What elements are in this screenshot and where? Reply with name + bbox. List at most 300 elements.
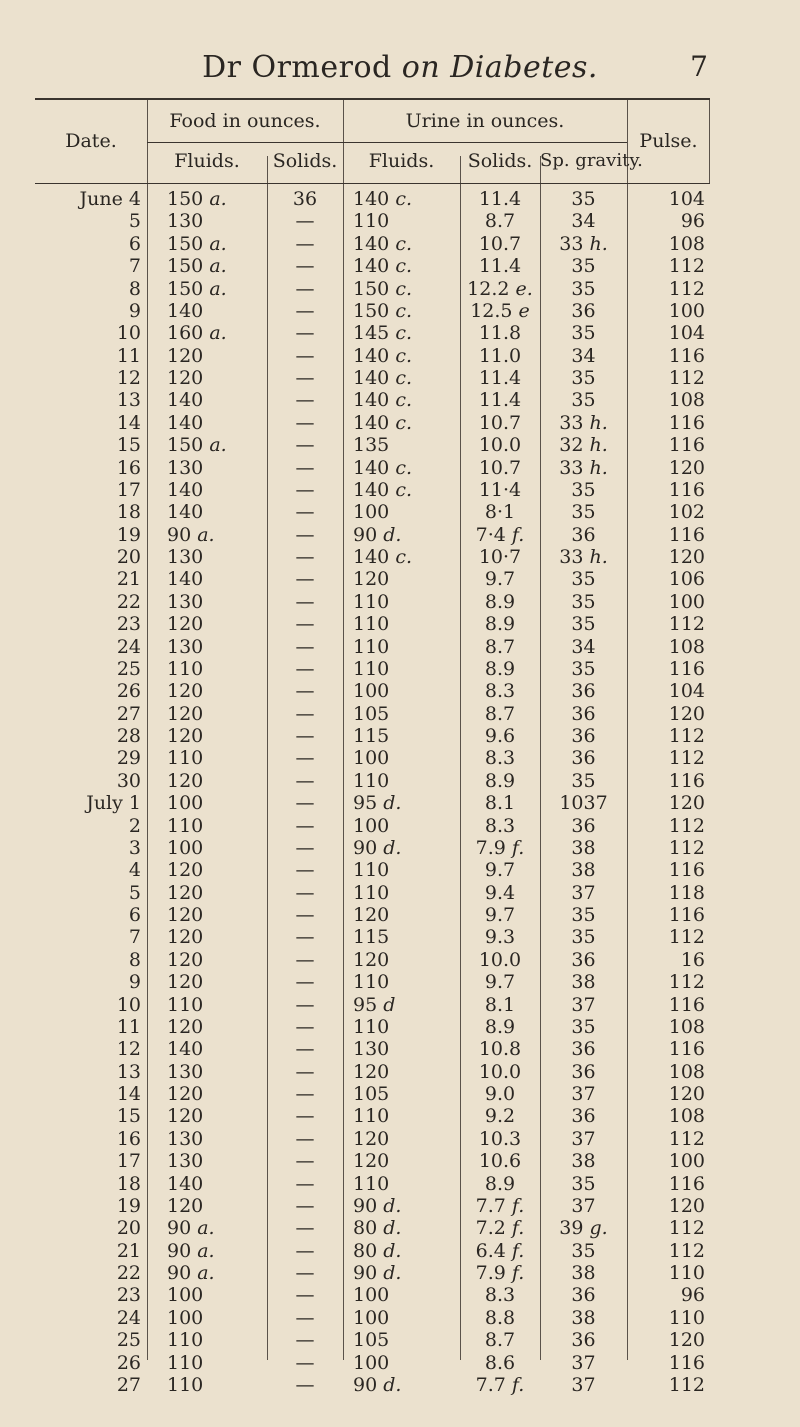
table-row bbox=[35, 1284, 710, 1306]
cell-sp-gravity: 35 bbox=[571, 188, 596, 210]
cell-pulse: 116 bbox=[668, 434, 705, 457]
cell-sp-gravity: 38 bbox=[571, 859, 596, 882]
cell-food-solids: — bbox=[295, 568, 315, 591]
cell-food-solids: — bbox=[295, 210, 315, 233]
cell-food-solids: — bbox=[295, 1262, 315, 1284]
cell-food-solids: — bbox=[295, 725, 315, 747]
cell-urine-solids: 8.1 bbox=[484, 792, 516, 815]
table-row bbox=[35, 994, 710, 1016]
cell-date: 15 bbox=[116, 434, 141, 457]
cell-sp-gravity: 36 bbox=[571, 725, 596, 747]
cell-urine-fluids: 100 bbox=[353, 1284, 390, 1307]
cell-urine-solids: 9.4 bbox=[484, 881, 516, 904]
table-row bbox=[35, 613, 710, 635]
cell-date: 20 bbox=[116, 546, 141, 568]
cell-food-fluids: 140 bbox=[167, 299, 204, 322]
cell-food-fluids: 90 a. bbox=[167, 1262, 215, 1284]
cell-sp-gravity: 35 bbox=[571, 769, 596, 792]
cell-urine-fluids: 110 bbox=[353, 613, 390, 636]
cell-pulse: 112 bbox=[668, 814, 705, 837]
cell-pulse: 96 bbox=[680, 1284, 705, 1307]
cell-urine-fluids: 135 bbox=[353, 434, 390, 457]
cell-food-solids: — bbox=[295, 277, 315, 300]
cell-pulse: 116 bbox=[668, 993, 705, 1016]
cell-pulse: 100 bbox=[668, 1150, 705, 1173]
cell-sp-gravity: 35 bbox=[571, 1172, 596, 1195]
cell-food-fluids: 110 bbox=[167, 814, 204, 837]
cell-date: 21 bbox=[116, 1239, 141, 1262]
cell-sp-gravity: 38 bbox=[571, 836, 596, 859]
cell-urine-fluids: 90 d. bbox=[353, 523, 402, 546]
cell-food-fluids: 120 bbox=[167, 1194, 204, 1217]
cell-urine-fluids: 95 d bbox=[353, 993, 396, 1016]
cell-food-fluids: 100 bbox=[167, 1306, 204, 1329]
cell-sp-gravity: 36 bbox=[571, 702, 596, 725]
cell-sp-gravity: 38 bbox=[571, 1306, 596, 1329]
cell-sp-gravity: 33 h. bbox=[559, 232, 608, 255]
cell-urine-solids: 8.9 bbox=[484, 1015, 516, 1038]
cell-date: 30 bbox=[116, 769, 141, 792]
cell-urine-solids: 8.1 bbox=[484, 993, 516, 1016]
cell-date: 8 bbox=[128, 277, 141, 300]
cell-sp-gravity: 35 bbox=[571, 613, 596, 636]
cell-urine-fluids: 120 bbox=[353, 1127, 390, 1150]
cell-food-solids: — bbox=[295, 299, 315, 322]
cell-urine-solids: 7.7 f. bbox=[475, 1373, 525, 1396]
cell-food-solids: — bbox=[295, 680, 315, 703]
table-row bbox=[35, 1083, 710, 1105]
cell-pulse: 116 bbox=[668, 523, 705, 546]
cell-date: 6 bbox=[128, 904, 141, 926]
header-urine-fluids: Fluids. bbox=[368, 150, 435, 172]
cell-pulse: 116 bbox=[668, 657, 705, 680]
table-row bbox=[35, 434, 710, 456]
cell-sp-gravity: 35 bbox=[571, 926, 596, 949]
cell-sp-gravity: 37 bbox=[571, 1127, 596, 1150]
cell-urine-fluids: 110 bbox=[353, 657, 390, 680]
cell-urine-solids: 8.3 bbox=[484, 680, 516, 703]
cell-food-solids: — bbox=[295, 1306, 315, 1329]
cell-sp-gravity: 35 bbox=[571, 904, 596, 926]
cell-food-solids: — bbox=[295, 590, 315, 613]
cell-food-solids: — bbox=[295, 859, 315, 882]
cell-urine-solids: 7.9 f. bbox=[475, 836, 525, 859]
cell-pulse: 112 bbox=[668, 1127, 705, 1150]
cell-food-fluids: 100 bbox=[167, 836, 204, 859]
cell-urine-fluids: 130 bbox=[353, 1038, 390, 1061]
cell-urine-fluids: 140 c. bbox=[353, 456, 412, 479]
cell-urine-solids: 12.2 e. bbox=[467, 277, 533, 300]
cell-food-fluids: 120 bbox=[167, 344, 204, 367]
cell-pulse: 120 bbox=[668, 1194, 705, 1217]
cell-food-solids: — bbox=[295, 926, 315, 949]
cell-urine-solids: 8.7 bbox=[484, 1329, 516, 1352]
cell-pulse: 120 bbox=[668, 456, 705, 479]
cell-sp-gravity: 37 bbox=[571, 993, 596, 1016]
cell-date: 29 bbox=[116, 747, 141, 770]
cell-date: 9 bbox=[128, 971, 141, 994]
cell-date: 21 bbox=[116, 568, 141, 591]
table-header bbox=[35, 100, 710, 184]
cell-urine-fluids: 105 bbox=[353, 1329, 390, 1352]
cell-urine-fluids: 100 bbox=[353, 501, 390, 524]
table-row bbox=[35, 1128, 710, 1150]
cell-food-fluids: 120 bbox=[167, 1105, 204, 1128]
cell-pulse: 112 bbox=[668, 836, 705, 859]
cell-urine-fluids: 140 c. bbox=[353, 232, 412, 255]
cell-food-solids: — bbox=[295, 1284, 315, 1307]
cell-food-fluids: 110 bbox=[167, 657, 204, 680]
cell-date: 7 bbox=[128, 255, 141, 278]
cell-urine-solids: 8·1 bbox=[484, 501, 516, 524]
cell-pulse: 120 bbox=[668, 1329, 705, 1352]
cell-food-fluids: 110 bbox=[167, 1373, 204, 1396]
cell-urine-fluids: 140 c. bbox=[353, 367, 412, 389]
cell-date: 14 bbox=[116, 411, 141, 434]
cell-food-fluids: 130 bbox=[167, 546, 204, 568]
table-row bbox=[35, 747, 710, 769]
cell-date: 5 bbox=[128, 210, 141, 233]
cell-urine-fluids: 120 bbox=[353, 904, 390, 926]
cell-pulse: 112 bbox=[668, 277, 705, 300]
cell-urine-fluids: 110 bbox=[353, 769, 390, 792]
cell-urine-solids: 10.8 bbox=[478, 1038, 522, 1061]
cell-pulse: 100 bbox=[668, 590, 705, 613]
running-title-plain: Dr Ormerod bbox=[202, 50, 402, 85]
cell-sp-gravity: 37 bbox=[571, 1373, 596, 1396]
cell-sp-gravity: 35 bbox=[571, 501, 596, 524]
cell-pulse: 120 bbox=[668, 702, 705, 725]
cell-food-solids: — bbox=[295, 1105, 315, 1128]
cell-urine-fluids: 140 c. bbox=[353, 411, 412, 434]
cell-food-solids: — bbox=[295, 1373, 315, 1396]
cell-food-fluids: 100 bbox=[167, 792, 204, 815]
cell-urine-fluids: 140 c. bbox=[353, 255, 412, 278]
cell-sp-gravity: 35 bbox=[571, 590, 596, 613]
cell-food-solids: — bbox=[295, 1015, 315, 1038]
cell-food-solids: 36 bbox=[292, 188, 318, 210]
table-row bbox=[35, 345, 710, 367]
table-row bbox=[35, 636, 710, 658]
cell-pulse: 112 bbox=[668, 613, 705, 636]
cell-sp-gravity: 35 bbox=[571, 568, 596, 591]
table-row bbox=[35, 1016, 710, 1038]
cell-urine-solids: 8.9 bbox=[484, 590, 516, 613]
cell-food-solids: — bbox=[295, 1060, 315, 1083]
cell-date: 25 bbox=[116, 657, 141, 680]
cell-food-solids: — bbox=[295, 255, 315, 278]
cell-food-fluids: 150 a. bbox=[167, 255, 227, 278]
cell-pulse: 112 bbox=[668, 255, 705, 278]
cell-urine-fluids: 110 bbox=[353, 210, 390, 233]
cell-urine-solids: 7.9 f. bbox=[475, 1262, 525, 1284]
cell-sp-gravity: 39 g. bbox=[559, 1217, 608, 1240]
table-row bbox=[35, 1329, 710, 1351]
cell-date: July 1 bbox=[86, 792, 141, 815]
table-row bbox=[35, 658, 710, 680]
cell-food-solids: — bbox=[295, 523, 315, 546]
cell-urine-solids: 8.8 bbox=[484, 1306, 516, 1329]
cell-food-fluids: 120 bbox=[167, 948, 204, 971]
table-row bbox=[35, 1352, 710, 1374]
cell-pulse: 112 bbox=[668, 926, 705, 949]
cell-food-fluids: 110 bbox=[167, 747, 204, 770]
table-row bbox=[35, 971, 710, 993]
cell-pulse: 112 bbox=[668, 1373, 705, 1396]
cell-urine-solids: 11.4 bbox=[478, 367, 522, 389]
cell-food-solids: — bbox=[295, 344, 315, 367]
cell-sp-gravity: 35 bbox=[571, 277, 596, 300]
cell-urine-solids: 11.8 bbox=[478, 322, 522, 345]
cell-sp-gravity: 35 bbox=[571, 389, 596, 412]
cell-date: June 4 bbox=[79, 188, 141, 210]
cell-sp-gravity: 35 bbox=[571, 1015, 596, 1038]
table-row bbox=[35, 188, 710, 210]
header-food-solids: Solids. bbox=[272, 150, 338, 172]
table-row bbox=[35, 300, 710, 322]
cell-food-fluids: 120 bbox=[167, 613, 204, 636]
cell-pulse: 96 bbox=[680, 210, 705, 233]
cell-food-solids: — bbox=[295, 881, 315, 904]
cell-urine-fluids: 105 bbox=[353, 702, 390, 725]
running-title-italic: on Diabetes. bbox=[401, 50, 598, 85]
clinical-table bbox=[35, 100, 710, 1396]
table-row bbox=[35, 904, 710, 926]
cell-sp-gravity: 35 bbox=[571, 478, 596, 501]
cell-date: 23 bbox=[116, 613, 141, 636]
cell-urine-fluids: 90 d. bbox=[353, 836, 402, 859]
cell-urine-solids: 10.6 bbox=[478, 1150, 522, 1173]
cell-urine-fluids: 80 d. bbox=[353, 1239, 402, 1262]
cell-urine-fluids: 140 c. bbox=[353, 344, 412, 367]
cell-sp-gravity: 33 h. bbox=[559, 546, 608, 568]
cell-date: 24 bbox=[116, 635, 141, 658]
cell-sp-gravity: 32 h. bbox=[559, 434, 608, 457]
cell-food-solids: — bbox=[295, 1351, 315, 1374]
cell-urine-solids: 10.0 bbox=[478, 948, 522, 971]
cell-urine-solids: 10.7 bbox=[478, 232, 522, 255]
cell-food-fluids: 130 bbox=[167, 1060, 204, 1083]
cell-food-fluids: 120 bbox=[167, 904, 204, 926]
table-row bbox=[35, 725, 710, 747]
cell-pulse: 112 bbox=[668, 747, 705, 770]
cell-pulse: 108 bbox=[668, 232, 705, 255]
cell-sp-gravity: 1037 bbox=[559, 792, 608, 815]
cell-sp-gravity: 36 bbox=[571, 948, 596, 971]
table-row bbox=[35, 837, 710, 859]
header-pulse: Pulse. bbox=[639, 130, 698, 152]
cell-date: 18 bbox=[116, 501, 141, 524]
cell-food-solids: — bbox=[295, 657, 315, 680]
cell-date: 2 bbox=[128, 814, 141, 837]
cell-pulse: 116 bbox=[668, 478, 705, 501]
cell-date: 18 bbox=[116, 1172, 141, 1195]
cell-date: 16 bbox=[116, 456, 141, 479]
cell-urine-solids: 9.7 bbox=[484, 971, 516, 994]
cell-food-fluids: 150 a. bbox=[167, 434, 227, 457]
table-row bbox=[35, 703, 710, 725]
cell-food-solids: — bbox=[295, 1194, 315, 1217]
table-row bbox=[35, 926, 710, 948]
table-row bbox=[35, 859, 710, 881]
cell-food-fluids: 140 bbox=[167, 411, 204, 434]
cell-pulse: 110 bbox=[668, 1262, 705, 1284]
cell-pulse: 102 bbox=[668, 501, 705, 524]
header-food: Food in ounces. bbox=[169, 110, 321, 132]
cell-sp-gravity: 36 bbox=[571, 1284, 596, 1307]
cell-urine-fluids: 90 d. bbox=[353, 1262, 402, 1284]
cell-pulse: 120 bbox=[668, 1083, 705, 1105]
cell-urine-fluids: 120 bbox=[353, 948, 390, 971]
cell-sp-gravity: 37 bbox=[571, 1351, 596, 1374]
cell-date: 24 bbox=[116, 1306, 141, 1329]
cell-urine-solids: 11.4 bbox=[478, 389, 522, 412]
cell-food-solids: — bbox=[295, 971, 315, 994]
cell-food-solids: — bbox=[295, 478, 315, 501]
page-number: 7 bbox=[690, 50, 708, 83]
table-row bbox=[35, 949, 710, 971]
cell-pulse: 120 bbox=[668, 792, 705, 815]
cell-urine-fluids: 140 c. bbox=[353, 478, 412, 501]
cell-sp-gravity: 38 bbox=[571, 1150, 596, 1173]
cell-urine-solids: 9.7 bbox=[484, 904, 516, 926]
cell-food-solids: — bbox=[295, 836, 315, 859]
cell-food-solids: — bbox=[295, 411, 315, 434]
table-row bbox=[35, 501, 710, 523]
cell-food-solids: — bbox=[295, 769, 315, 792]
cell-date: 27 bbox=[116, 1373, 141, 1396]
cell-food-solids: — bbox=[295, 613, 315, 636]
cell-date: 6 bbox=[128, 232, 141, 255]
cell-date: 13 bbox=[116, 389, 141, 412]
running-title bbox=[0, 50, 800, 85]
cell-food-fluids: 140 bbox=[167, 1172, 204, 1195]
cell-pulse: 120 bbox=[668, 546, 705, 568]
cell-sp-gravity: 37 bbox=[571, 1083, 596, 1105]
cell-food-solids: — bbox=[295, 1083, 315, 1105]
cell-sp-gravity: 33 h. bbox=[559, 411, 608, 434]
cell-urine-solids: 8.9 bbox=[484, 1172, 516, 1195]
cell-date: 4 bbox=[128, 859, 141, 882]
cell-pulse: 108 bbox=[668, 1060, 705, 1083]
header-sp-gravity: Sp. gravity. bbox=[540, 150, 643, 171]
cell-urine-fluids: 90 d. bbox=[353, 1373, 402, 1396]
cell-date: 11 bbox=[116, 1015, 141, 1038]
cell-urine-fluids: 150 c. bbox=[353, 299, 412, 322]
table-body bbox=[35, 184, 710, 1396]
cell-date: 14 bbox=[116, 1083, 141, 1105]
cell-date: 17 bbox=[116, 1150, 141, 1173]
cell-food-fluids: 140 bbox=[167, 478, 204, 501]
table-row bbox=[35, 1061, 710, 1083]
table-row bbox=[35, 882, 710, 904]
table-row bbox=[35, 1374, 710, 1396]
cell-food-solids: — bbox=[295, 1038, 315, 1061]
cell-urine-solids: 11.4 bbox=[478, 255, 522, 278]
cell-pulse: 112 bbox=[668, 971, 705, 994]
cell-sp-gravity: 33 h. bbox=[559, 456, 608, 479]
cell-urine-fluids: 110 bbox=[353, 971, 390, 994]
table-row bbox=[35, 1240, 710, 1262]
table-row bbox=[35, 479, 710, 501]
cell-urine-solids: 9.7 bbox=[484, 859, 516, 882]
cell-food-solids: — bbox=[295, 322, 315, 345]
cell-food-solids: — bbox=[295, 993, 315, 1016]
table-row bbox=[35, 255, 710, 277]
header-date: Date. bbox=[65, 130, 117, 152]
cell-food-solids: — bbox=[295, 1329, 315, 1352]
cell-food-fluids: 120 bbox=[167, 1083, 204, 1105]
cell-pulse: 110 bbox=[668, 1306, 705, 1329]
table-row bbox=[35, 792, 710, 814]
cell-urine-solids: 10.7 bbox=[478, 411, 522, 434]
cell-urine-solids: 9.7 bbox=[484, 568, 516, 591]
cell-food-solids: — bbox=[295, 1172, 315, 1195]
cell-urine-fluids: 140 c. bbox=[353, 188, 412, 210]
cell-food-fluids: 100 bbox=[167, 1284, 204, 1307]
cell-pulse: 104 bbox=[668, 322, 705, 345]
cell-food-fluids: 150 a. bbox=[167, 188, 227, 210]
cell-food-fluids: 120 bbox=[167, 725, 204, 747]
cell-pulse: 112 bbox=[668, 1239, 705, 1262]
table-row bbox=[35, 524, 710, 546]
cell-food-fluids: 130 bbox=[167, 590, 204, 613]
cell-urine-fluids: 150 c. bbox=[353, 277, 412, 300]
table-row bbox=[35, 367, 710, 389]
cell-date: 19 bbox=[116, 1194, 141, 1217]
cell-sp-gravity: 38 bbox=[571, 1262, 596, 1284]
cell-food-solids: — bbox=[295, 747, 315, 770]
cell-date: 12 bbox=[116, 367, 141, 389]
table-row bbox=[35, 1173, 710, 1195]
cell-date: 22 bbox=[116, 590, 141, 613]
cell-sp-gravity: 35 bbox=[571, 657, 596, 680]
cell-sp-gravity: 37 bbox=[571, 1194, 596, 1217]
cell-sp-gravity: 36 bbox=[571, 814, 596, 837]
cell-sp-gravity: 36 bbox=[571, 299, 596, 322]
table-row bbox=[35, 322, 710, 344]
cell-food-fluids: 120 bbox=[167, 1015, 204, 1038]
table-row bbox=[35, 1262, 710, 1284]
cell-urine-solids: 9.2 bbox=[484, 1105, 516, 1128]
cell-sp-gravity: 35 bbox=[571, 255, 596, 278]
cell-food-fluids: 120 bbox=[167, 769, 204, 792]
cell-pulse: 104 bbox=[668, 188, 705, 210]
cell-food-solids: — bbox=[295, 1150, 315, 1173]
cell-date: 20 bbox=[116, 1217, 141, 1240]
header-urine: Urine in ounces. bbox=[405, 110, 565, 132]
cell-pulse: 108 bbox=[668, 389, 705, 412]
cell-urine-solids: 6.4 f. bbox=[475, 1239, 525, 1262]
cell-date: 10 bbox=[116, 993, 141, 1016]
cell-date: 9 bbox=[128, 299, 141, 322]
cell-urine-solids: 8.9 bbox=[484, 613, 516, 636]
cell-date: 28 bbox=[116, 725, 141, 747]
cell-urine-fluids: 120 bbox=[353, 568, 390, 591]
table-row bbox=[35, 1307, 710, 1329]
cell-urine-solids: 8.3 bbox=[484, 1284, 516, 1307]
cell-food-fluids: 130 bbox=[167, 210, 204, 233]
page-header bbox=[0, 50, 800, 90]
cell-urine-fluids: 110 bbox=[353, 859, 390, 882]
cell-urine-solids: 7·4 f. bbox=[475, 523, 525, 546]
cell-date: 10 bbox=[116, 322, 141, 345]
cell-urine-fluids: 115 bbox=[353, 725, 390, 747]
cell-urine-fluids: 110 bbox=[353, 1105, 390, 1128]
cell-urine-solids: 10.0 bbox=[478, 434, 522, 457]
cell-food-solids: — bbox=[295, 948, 315, 971]
cell-sp-gravity: 35 bbox=[571, 367, 596, 389]
